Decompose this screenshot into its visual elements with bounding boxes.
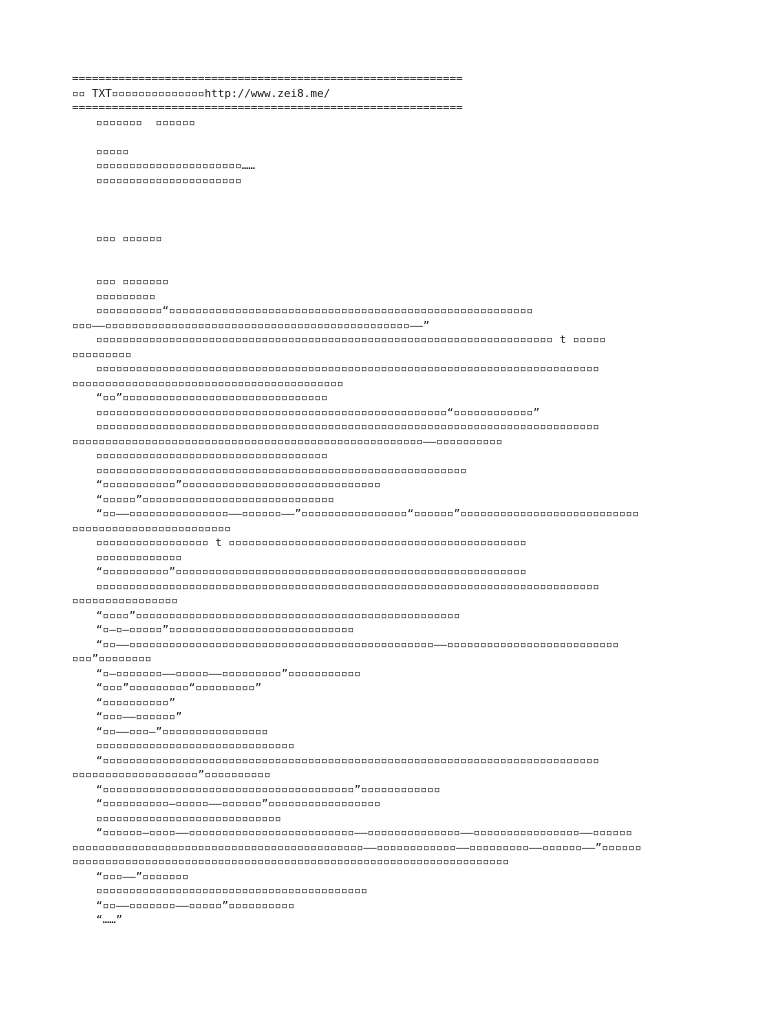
text-line: “……” — [96, 913, 123, 926]
text-line: “▫—▫▫▫▫▫▫▫——▫▫▫▫▫——▫▫▫▫▫▫▫▫▫”▫▫▫▫▫▫▫▫▫▫▫ — [96, 666, 361, 680]
text-line: “▫▫”▫▫▫▫▫▫▫▫▫▫▫▫▫▫▫▫▫▫▫▫▫▫▫▫▫▫▫▫▫▫▫ — [96, 391, 328, 404]
intro-line: ▫▫▫▫▫▫▫▫▫▫▫▫▫▫▫▫▫▫▫▫▫▫…… — [96, 159, 255, 172]
text-line: ▫▫▫▫▫▫▫▫▫▫▫▫▫▫▫▫▫▫▫▫▫▫▫▫▫▫▫▫▫▫▫▫▫▫▫▫▫▫▫▫▫ — [96, 884, 368, 897]
text-line: “▫▫——▫▫▫▫▫▫▫▫▫▫▫▫▫▫▫——▫▫▫▫▫▫——”▫▫▫▫▫▫▫▫▫▫▫▫▫▫▫▫“▫▫▫▫▫▫”▫▫▫▫▫▫▫▫▫▫▫▫▫▫▫▫▫▫▫▫▫▫▫▫▫▫▫ — [96, 507, 640, 520]
text-line: ▫▫▫▫▫▫▫▫▫▫▫▫▫▫▫▫▫▫▫▫▫▫▫▫▫▫▫▫ — [96, 811, 282, 825]
text-line: ▫▫▫▫▫▫▫▫▫▫▫▫▫▫▫▫▫▫▫▫▫▫▫▫▫▫▫▫▫▫▫▫▫▫▫▫▫▫▫▫▫▫▫▫▫▫▫▫▫▫▫▫▫▫▫▫ — [96, 463, 467, 477]
text-line: ▫▫▫”▫▫▫▫▫▫▫▫ — [72, 652, 152, 665]
volume-heading: ▫▫▫ ▫▫▫▫▫▫ — [96, 231, 163, 245]
spacer — [72, 246, 702, 275]
chapter-heading: ▫▫▫ ▫▫▫▫▫▫▫ — [96, 275, 169, 288]
text-line: “▫—▫—▫▫▫▫▫”▫▫▫▫▫▫▫▫▫▫▫▫▫▫▫▫▫▫▫▫▫▫▫▫▫▫▫▫ — [96, 623, 355, 636]
text-line: “▫▫▫▫▫▫▫▫▫▫—▫▫▫▫▫——▫▫▫▫▫▫”▫▫▫▫▫▫▫▫▫▫▫▫▫▫▫▫▫ — [96, 797, 381, 810]
text-line: “▫▫▫▫▫”▫▫▫▫▫▫▫▫▫▫▫▫▫▫▫▫▫▫▫▫▫▫▫▫▫▫▫▫▫ — [96, 492, 335, 506]
text-line: ▫▫▫▫▫▫▫▫▫▫▫▫▫▫▫▫ — [72, 594, 178, 607]
text-line: ▫▫▫▫▫▫▫▫▫▫▫▫▫▫▫▫▫▫▫▫▫▫▫▫▫▫▫▫▫▫▫▫▫▫▫▫▫▫▫▫▫▫▫▫▫▫▫▫▫▫▫▫▫“▫▫▫▫▫▫▫▫▫▫▫▫” — [96, 405, 540, 419]
text-line: ▫▫▫▫▫▫▫▫▫▫▫▫▫▫▫▫▫▫▫▫▫▫▫▫▫▫▫▫▫▫▫▫▫▫▫▫▫▫▫▫▫▫▫▫▫▫▫▫▫▫▫▫▫▫▫▫▫▫▫▫▫▫▫▫▫▫▫▫▫▫▫▫▫▫▫▫ — [96, 579, 600, 593]
text-line: “▫▫▫——▫▫▫▫▫▫” — [96, 710, 183, 723]
text-line: ▫▫▫▫▫▫▫▫▫▫▫▫▫▫▫▫▫ t ▫▫▫▫▫▫▫▫▫▫▫▫▫▫▫▫▫▫▫▫▫▫▫▫▫▫▫▫▫▫▫▫▫▫▫▫▫▫▫▫▫▫▫▫▫ — [96, 536, 527, 549]
text-line: “▫▫▫”▫▫▫▫▫▫▫▫▫“▫▫▫▫▫▫▫▫▫” — [96, 681, 262, 694]
text-line: ▫▫▫——▫▫▫▫▫▫▫▫▫▫▫▫▫▫▫▫▫▫▫▫▫▫▫▫▫▫▫▫▫▫▫▫▫▫▫▫▫▫▫▫▫▫▫▫▫▫——” — [72, 318, 430, 332]
intro-heading: ▫▫▫▫▫ — [96, 144, 130, 158]
text-line: ▫▫▫▫▫▫▫▫▫▫“▫▫▫▫▫▫▫▫▫▫▫▫▫▫▫▫▫▫▫▫▫▫▫▫▫▫▫▫▫▫▫▫▫▫▫▫▫▫▫▫▫▫▫▫▫▫▫▫▫▫▫▫▫▫▫ — [96, 304, 534, 317]
text-line: ▫▫▫▫▫▫▫▫▫ — [72, 347, 132, 361]
text-line: ▫▫▫▫▫▫▫▫▫▫▫▫▫▫▫▫▫▫▫▫▫▫▫▫▫▫▫▫▫▫▫▫▫▫▫▫▫▫▫▫▫▫▫▫▫▫▫▫▫▫▫▫▫▫▫▫▫▫▫▫▫▫▫▫▫▫▫▫▫▫▫▫▫▫▫▫ — [96, 362, 600, 375]
text-line: ▫▫▫▫▫▫▫▫▫▫▫▫▫▫▫▫▫▫▫▫▫▫▫▫▫▫▫▫▫▫▫▫▫▫▫▫▫▫▫▫▫ — [72, 376, 344, 390]
header-banner — [72, 87, 702, 102]
text-line: “▫▫——▫▫▫▫▫▫▫▫▫▫▫▫▫▫▫▫▫▫▫▫▫▫▫▫▫▫▫▫▫▫▫▫▫▫▫▫▫▫▫▫▫▫▫▫▫▫——▫▫▫▫▫▫▫▫▫▫▫▫▫▫▫▫▫▫▫▫▫▫▫▫▫▫ — [96, 637, 620, 651]
text-line: ▫▫▫▫▫▫▫▫▫▫▫▫▫▫▫▫▫▫▫▫▫▫▫▫▫▫▫▫▫▫▫▫▫▫▫▫▫▫▫▫▫▫▫▫▫▫▫▫▫▫▫▫▫▫▫▫▫▫▫▫▫▫▫▫▫▫▫▫▫ t ▫▫▫▫▫ — [96, 333, 606, 346]
text-line: “▫▫▫▫▫▫▫▫▫▫”▫▫▫▫▫▫▫▫▫▫▫▫▫▫▫▫▫▫▫▫▫▫▫▫▫▫▫▫▫▫▫▫▫▫▫▫▫▫▫▫▫▫▫▫▫▫▫▫▫▫▫▫▫ — [96, 565, 527, 578]
text-line: ▫▫▫▫▫▫▫▫▫▫▫▫▫▫▫▫▫▫▫▫▫▫▫▫▫▫▫▫▫▫ — [96, 739, 295, 752]
text-line: “▫▫▫▫▫▫▫▫▫▫▫▫▫▫▫▫▫▫▫▫▫▫▫▫▫▫▫▫▫▫▫▫▫▫▫▫▫▫”▫▫▫▫▫▫▫▫▫▫▫▫ — [96, 782, 441, 796]
text-line: ▫▫▫▫▫▫▫▫▫▫▫▫▫ — [96, 550, 183, 564]
text-line: “▫▫▫▫▫▫▫▫▫▫” — [96, 695, 176, 709]
text-line: ▫▫▫▫▫▫▫▫▫▫▫▫▫▫▫▫▫▫▫▫▫▫▫▫▫▫▫▫▫▫▫▫▫▫▫▫▫▫▫▫▫▫▫▫▫▫▫▫▫▫▫▫▫——▫▫▫▫▫▫▫▫▫▫ — [72, 434, 503, 448]
text-line: “▫▫——▫▫▫▫▫▫▫——▫▫▫▫▫”▫▫▫▫▫▫▫▫▫▫ — [96, 898, 295, 912]
document-page — [72, 72, 702, 928]
text-line: “▫▫▫▫▫▫▫▫▫▫▫▫▫▫▫▫▫▫▫▫▫▫▫▫▫▫▫▫▫▫▫▫▫▫▫▫▫▫▫▫▫▫▫▫▫▫▫▫▫▫▫▫▫▫▫▫▫▫▫▫▫▫▫▫▫▫▫▫▫▫▫▫▫▫▫ — [96, 753, 600, 767]
text-line: ▫▫▫▫▫▫▫▫▫▫▫▫▫▫▫▫▫▫▫▫▫▫▫▫▫▫▫▫▫▫▫▫▫▫▫▫▫▫▫▫▫▫▫▫▫▫▫▫▫▫▫▫▫▫▫▫▫▫▫▫▫▫▫▫▫▫▫▫▫▫▫▫▫▫▫▫ — [96, 420, 600, 433]
site-url: http://www.zei8.me/ — [204, 86, 331, 100]
text-line: ▫▫▫▫▫▫▫▫▫▫▫▫▫▫▫▫▫▫▫▫▫▫▫▫▫▫▫▫▫▫▫▫▫▫▫▫▫▫▫▫▫▫▫▫——▫▫▫▫▫▫▫▫▫▫▫▫——▫▫▫▫▫▫▫▫▫——▫▫▫▫▫▫——”▫▫▫▫▫▫ — [72, 840, 642, 854]
intro-line: ▫▫▫▫▫▫▫▫▫▫▫▫▫▫▫▫▫▫▫▫▫▫ — [96, 173, 242, 187]
text-line: “▫▫▫▫▫▫—▫▫▫▫——▫▫▫▫▫▫▫▫▫▫▫▫▫▫▫▫▫▫▫▫▫▫▫▫▫——▫▫▫▫▫▫▫▫▫▫▫▫▫▫——▫▫▫▫▫▫▫▫▫▫▫▫▫▫▫▫——▫▫▫▫▫▫ — [96, 826, 633, 839]
body-text — [72, 290, 702, 928]
banner-prefix: ▫▫ TXT▫▫▫▫▫▫▫▫▫▫▫▫▫▫ — [72, 86, 205, 100]
text-line: “▫▫▫▫▫▫▫▫▫▫▫”▫▫▫▫▫▫▫▫▫▫▫▫▫▫▫▫▫▫▫▫▫▫▫▫▫▫▫▫▫▫ — [96, 478, 381, 491]
text-line: “▫▫——▫▫▫—”▫▫▫▫▫▫▫▫▫▫▫▫▫▫▫▫ — [96, 724, 269, 738]
book-title: ▫▫▫▫▫▫▫ ▫▫▫▫▫▫ — [96, 115, 196, 129]
text-line: ▫▫▫▫▫▫▫▫▫▫▫▫▫▫▫▫▫▫▫▫▫▫▫▫ — [72, 521, 231, 535]
header-rule-top: =========================================================== — [72, 72, 463, 85]
spacer — [72, 130, 702, 145]
text-line: ▫▫▫▫▫▫▫▫▫▫▫▫▫▫▫▫▫▫▫▫▫▫▫▫▫▫▫▫▫▫▫▫▫▫▫▫▫▫▫▫▫▫▫▫▫▫▫▫▫▫▫▫▫▫▫▫▫▫▫▫▫▫▫▫▫▫ — [72, 855, 510, 868]
text-line: ▫▫▫▫▫▫▫▫▫▫▫▫▫▫▫▫▫▫▫”▫▫▫▫▫▫▫▫▫▫ — [72, 768, 271, 781]
text-line: ▫▫▫▫▫▫▫▫▫ — [96, 289, 156, 303]
text-line: “▫▫▫——”▫▫▫▫▫▫▫ — [96, 869, 189, 883]
text-line: “▫▫▫▫”▫▫▫▫▫▫▫▫▫▫▫▫▫▫▫▫▫▫▫▫▫▫▫▫▫▫▫▫▫▫▫▫▫▫▫▫▫▫▫▫▫▫▫▫▫▫▫▫▫ — [96, 608, 461, 622]
spacer — [72, 188, 702, 232]
header-rule-bottom: =========================================================== — [72, 101, 463, 114]
text-line: ▫▫▫▫▫▫▫▫▫▫▫▫▫▫▫▫▫▫▫▫▫▫▫▫▫▫▫▫▫▫▫▫▫▫▫ — [96, 449, 328, 462]
